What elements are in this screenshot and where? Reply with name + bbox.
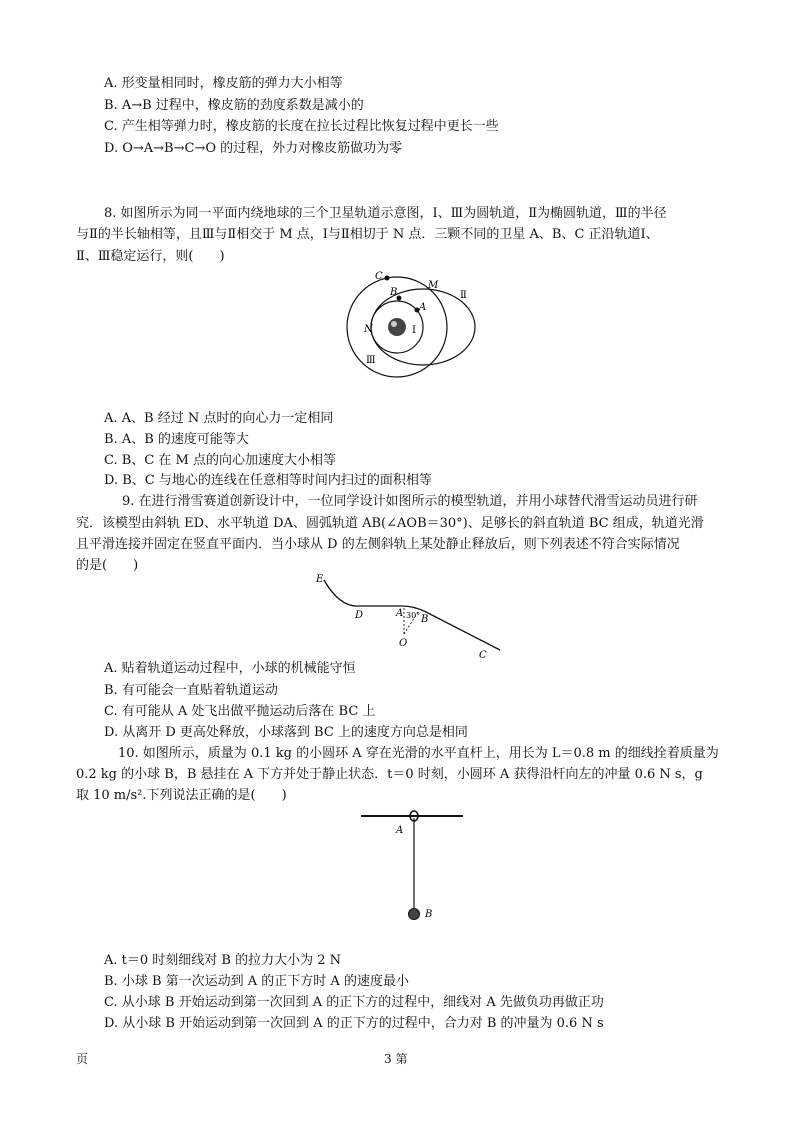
label-orbit-2: Ⅱ (460, 290, 467, 301)
q10-option-c: C. 从小球 B 开始运动到第一次回到 A 的正下方的过程中，细线对 A 先做负功再做正功 (104, 995, 604, 1010)
q7-option-a: A. 形变量相同时，橡皮筋的弹力大小相等 (104, 76, 343, 91)
q9-stem-line-2: 究．该模型由斜轨 ED、水平轨道 DA、圆弧轨道 AB(∠AOB＝30°)、足够长的斜直轨道 BC 组成，轨道光滑 (76, 516, 704, 531)
q9-option-b: B. 有可能会一直贴着轨道运动 (104, 683, 278, 698)
q10-stem-line-3: 取 10 m/s².下列说法正确的是( ) (76, 788, 287, 803)
label-b: B (390, 287, 398, 298)
q7-option-c: C. 产生相等弹力时，橡皮筋的长度在拉长过程比恢复过程中更长一些 (104, 119, 499, 134)
q10-option-a: A. t＝0 时刻细线对 B 的拉力大小为 2 N (104, 953, 342, 968)
q8-stem-line-2: 与Ⅱ的半长轴相等，且Ⅲ与Ⅱ相交于 M 点，Ⅰ与Ⅱ相切于 N 点．三颗不同的卫星 A、B、C 正沿轨道Ⅰ、 (76, 227, 659, 242)
q9-stem-line-3: 且平滑连接并固定在竖直平面内．当小球从 D 的左侧斜轨上某处静止释放后，则下列表述不符合实际情况 (76, 537, 680, 552)
label-a: A (396, 608, 404, 619)
q7-option-b: B. A→B 过程中，橡皮筋的劲度系数是减小的 (104, 98, 364, 113)
earth-icon (388, 318, 406, 336)
label-m: M (428, 280, 439, 291)
q8-option-c: C. B、C 在 M 点的向心加速度大小相等 (104, 453, 336, 468)
q7-option-d: D. O→A→B→C→O 的过程，外力对橡皮筋做功为零 (104, 141, 403, 156)
q9-stem-line-4: 的是( ) (76, 558, 139, 573)
satellite-c-dot (385, 276, 390, 281)
q8-option-d: D. B、C 与地心的连线在任意相等时间内扫过的面积相等 (104, 473, 432, 488)
q8-stem-line-3: Ⅱ、Ⅲ稳定运行，则( ) (76, 249, 225, 264)
page-number: 3 第 (384, 1052, 408, 1066)
q9-option-c: C. 有可能从 A 处飞出做平抛运动后落在 BC 上 (104, 704, 376, 719)
track-diagram (310, 568, 515, 663)
label-c: C (375, 271, 383, 282)
label-b: B (421, 614, 429, 625)
label-angle: 30° (406, 611, 421, 620)
label-a: A (419, 302, 427, 313)
label-orbit-3: Ⅲ (366, 355, 376, 366)
orbit-diagram (335, 265, 510, 380)
q10-stem-line-1: 10. 如图所示，质量为 0.1 kg 的小圆环 A 穿在光滑的水平直杆上，用长为 L＝0.8 m 的细线拴着质量为 (118, 746, 719, 761)
q9-stem-line-1: 9. 在进行滑雪赛道创新设计中，一位同学设计如图所示的模型轨道，并用小球替代滑雪运动员进行研 (122, 494, 698, 509)
q8-option-a: A. A、B 经过 N 点时的向心力一定相同 (104, 411, 334, 426)
label-e: E (316, 574, 324, 585)
ball-b (409, 909, 420, 920)
label-orbit-1: Ⅰ (412, 325, 416, 336)
q10-option-b: B. 小球 B 第一次运动到 A 的正下方时 A 的速度最小 (104, 974, 409, 989)
q8-stem-line-1: 8. 如图所示为同一平面内绕地球的三个卫星轨道示意图，Ⅰ、Ⅲ为圆轨道，Ⅱ为椭圆轨道，Ⅲ的半径 (104, 206, 667, 221)
q10-option-d: D. 从小球 B 开始运动到第一次回到 A 的正下方的过程中，合力对 B 的冲量为 0.6 N s (104, 1016, 604, 1031)
label-d: D (355, 610, 364, 621)
label-b: B (425, 909, 433, 920)
label-a: A (396, 825, 404, 836)
label-c: C (479, 650, 487, 661)
q9-option-d: D. 从离开 D 更高处释放，小球落到 BC 上的速度方向总是相同 (104, 725, 468, 740)
q9-option-a: A. 贴着轨道运动过程中，小球的机械能守恒 (104, 661, 356, 676)
q8-option-b: B. A、B 的速度可能等大 (104, 432, 249, 447)
label-n: N (364, 324, 373, 335)
footer-left: 页 (76, 1052, 89, 1066)
q10-stem-line-2: 0.2 kg 的小球 B，B 悬挂在 A 下方并处于静止状态．t＝0 时刻，小圆环 A 获得沿杆向左的冲量 0.6 N s，g (76, 767, 703, 782)
label-o: O (399, 638, 408, 649)
pendulum-diagram (355, 806, 470, 924)
